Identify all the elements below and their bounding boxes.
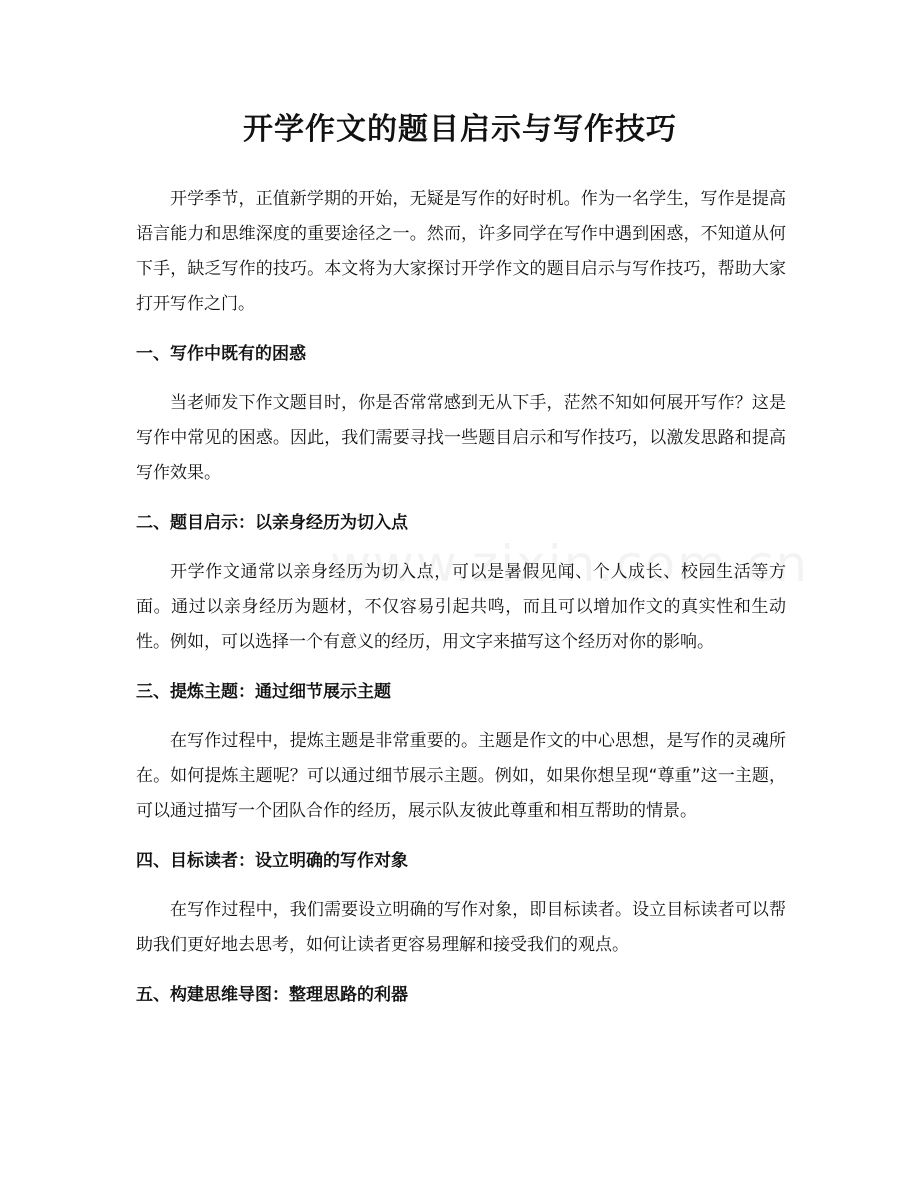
page-title: 开学作文的题目启示与写作技巧 xyxy=(243,112,677,147)
section-paragraph-1: 当老师发下作文题目时，你是否常常感到无从下手，茫然不知如何展开写作？这是写作中常见的困惑。因此，我们需要寻找一些题目启示和写作技巧，以激发思路和提高写作效果。 xyxy=(136,393,786,483)
section-heading-1: 一、写作中既有的困惑 xyxy=(136,344,306,364)
section-paragraph-4: 在写作过程中，我们需要设立明确的写作对象，即目标读者。设立目标读者可以帮助我们更好地去思考，如何让读者更容易理解和接受我们的观点。 xyxy=(136,900,786,955)
section-heading-4: 四、目标读者：设立明确的写作对象 xyxy=(136,851,408,871)
section-heading-3: 三、提炼主题：通过细节展示主题 xyxy=(136,682,391,702)
section-paragraph-2: 开学作文通常以亲身经历为切入点，可以是暑假见闻、个人成长、校园生活等方面。通过以亲身经历为题材，不仅容易引起共鸣，而且可以增加作文的真实性和生动性。例如，可以选择一个有意义的经历，用文字来描写这个经历对你的影响。 xyxy=(136,562,786,652)
section-paragraph-3: 在写作过程中，提炼主题是非常重要的。主题是作文的中心思想，是写作的灵魂所在。如何提炼主题呢？可以通过细节展示主题。例如，如果你想呈现“尊重”这一主题，可以通过描写一个团队合作的经历，展示队友彼此尊重和相互帮助的情景。 xyxy=(136,731,786,821)
section-heading-5: 五、构建思维导图：整理思路的利器 xyxy=(136,985,408,1005)
document-body xyxy=(136,182,786,1007)
intro-paragraph: 开学季节，正值新学期的开始，无疑是写作的好时机。作为一名学生，写作是提高语言能力和思维深度的重要途径之一。然而，许多同学在写作中遇到困惑，不知道从何下手，缺乏写作的技巧。本文将为大家探讨开学作文的题目启示与写作技巧，帮助大家打开写作之门。 xyxy=(136,189,786,314)
section-heading-2: 二、题目启示：以亲身经历为切入点 xyxy=(136,513,408,533)
